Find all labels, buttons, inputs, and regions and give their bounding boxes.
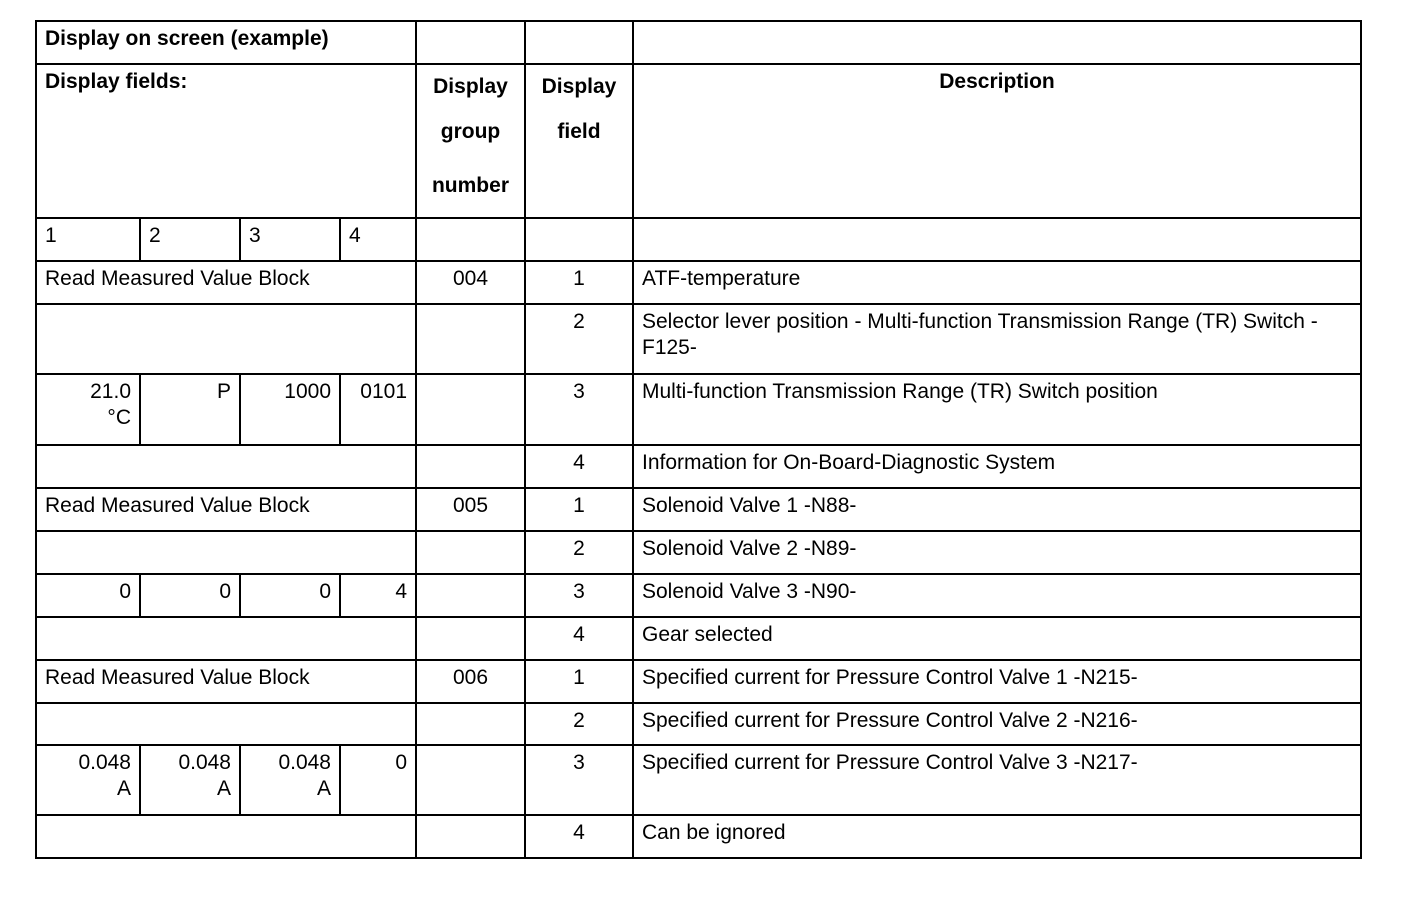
display-fields-header: Display fields: <box>36 64 416 218</box>
description-cell: Solenoid Valve 1 -N88- <box>633 488 1361 531</box>
display-value-2 <box>140 574 240 617</box>
display-value-line: 4 <box>395 580 407 603</box>
field-number-3: 3 <box>240 218 340 261</box>
display-value-3 <box>240 574 340 617</box>
table-row <box>36 488 1361 531</box>
table-row <box>36 261 1361 304</box>
display-field-number: 1 <box>525 261 633 304</box>
table-row <box>36 617 1361 660</box>
description-cell: ATF-temperature <box>633 261 1361 304</box>
empty-cell <box>416 617 525 660</box>
empty-cell <box>416 445 525 488</box>
display-value-line: 0 <box>219 580 231 603</box>
header-line: field <box>557 120 601 143</box>
display-group-number: 005 <box>416 488 525 531</box>
empty-cell <box>416 574 525 617</box>
empty-cell <box>36 445 416 488</box>
display-value-4 <box>340 745 416 815</box>
table-row <box>36 304 1361 374</box>
display-value-1 <box>36 574 140 617</box>
display-field-number: 3 <box>525 745 633 815</box>
description-cell: Specified current for Pressure Control Valve 2 -N216- <box>633 703 1361 745</box>
empty-cell <box>525 21 633 64</box>
display-value-line: 0.048 <box>278 751 331 774</box>
empty-cell <box>416 531 525 574</box>
display-value-line: 0101 <box>360 380 407 403</box>
table-row <box>36 815 1361 858</box>
display-value-line: A <box>316 777 331 800</box>
display-value-4 <box>340 574 416 617</box>
table-row <box>36 445 1361 488</box>
header-line: number <box>431 174 509 197</box>
description-cell: Can be ignored <box>633 815 1361 858</box>
field-number-2: 2 <box>140 218 240 261</box>
description-cell: Gear selected <box>633 617 1361 660</box>
header-line: group <box>440 120 501 143</box>
table-row <box>36 374 1361 445</box>
description-cell: Multi-function Transmission Range (TR) Switch position <box>633 374 1361 445</box>
header-line: Display <box>433 75 508 98</box>
display-value-line: 0 <box>395 751 407 774</box>
description-cell: Solenoid Valve 2 -N89- <box>633 531 1361 574</box>
header-line: Display <box>541 75 617 98</box>
display-value-line: °C <box>107 406 131 429</box>
field-number-4: 4 <box>340 218 416 261</box>
display-value-line: 0.048 <box>178 751 231 774</box>
display-group-number: 006 <box>416 660 525 703</box>
display-value-1 <box>36 745 140 815</box>
display-value-line: 0 <box>319 580 331 603</box>
description-cell: Specified current for Pressure Control Valve 3 -N217- <box>633 745 1361 815</box>
display-value-4 <box>340 374 416 445</box>
empty-cell <box>525 218 633 261</box>
display-value-line: 1000 <box>284 380 331 403</box>
table-row <box>36 703 1361 745</box>
display-value-1 <box>36 374 140 445</box>
description-cell: Solenoid Valve 3 -N90- <box>633 574 1361 617</box>
description-cell: Selector lever position - Multi-function Transmission Range (TR) Switch -F125- <box>633 304 1361 374</box>
empty-cell <box>416 374 525 445</box>
display-field-number: 3 <box>525 574 633 617</box>
description-cell: Information for On-Board-Diagnostic System <box>633 445 1361 488</box>
display-on-screen-header: Display on screen (example) <box>36 21 416 64</box>
empty-cell <box>416 218 525 261</box>
display-value-line: P <box>216 380 231 403</box>
display-value-3 <box>240 374 340 445</box>
display-field-number: 2 <box>525 304 633 374</box>
empty-cell <box>36 703 416 745</box>
measured-value-table <box>35 20 1362 859</box>
display-field-number: 1 <box>525 488 633 531</box>
display-value-line: 0 <box>119 580 131 603</box>
read-measured-value-block-label: Read Measured Value Block <box>36 488 416 531</box>
empty-cell <box>36 815 416 858</box>
display-group-number: 004 <box>416 261 525 304</box>
display-field-header <box>525 64 633 218</box>
empty-cell <box>633 218 1361 261</box>
empty-cell <box>416 304 525 374</box>
display-value-3 <box>240 745 340 815</box>
empty-cell <box>633 21 1361 64</box>
empty-cell <box>36 531 416 574</box>
empty-cell <box>36 617 416 660</box>
empty-cell <box>416 21 525 64</box>
table-row <box>36 745 1361 815</box>
empty-cell <box>36 304 416 374</box>
read-measured-value-block-label: Read Measured Value Block <box>36 660 416 703</box>
display-field-number: 2 <box>525 703 633 745</box>
empty-cell <box>416 815 525 858</box>
read-measured-value-block-label: Read Measured Value Block <box>36 261 416 304</box>
field-number-1: 1 <box>36 218 140 261</box>
description-header: Description <box>633 64 1361 218</box>
table-row <box>36 531 1361 574</box>
display-group-number-header <box>416 64 525 218</box>
display-value-line: A <box>116 777 131 800</box>
display-value-line: A <box>216 777 231 800</box>
display-value-line: 0.048 <box>78 751 131 774</box>
display-field-number: 4 <box>525 815 633 858</box>
description-cell: Specified current for Pressure Control Valve 1 -N215- <box>633 660 1361 703</box>
display-field-number: 2 <box>525 531 633 574</box>
display-field-number: 1 <box>525 660 633 703</box>
display-value-line: 21.0 <box>90 380 131 403</box>
display-value-2 <box>140 745 240 815</box>
empty-cell <box>416 703 525 745</box>
display-field-number: 4 <box>525 445 633 488</box>
table-row <box>36 660 1361 703</box>
display-field-number: 4 <box>525 617 633 660</box>
table-row <box>36 574 1361 617</box>
empty-cell <box>416 745 525 815</box>
display-value-2 <box>140 374 240 445</box>
display-field-number: 3 <box>525 374 633 445</box>
